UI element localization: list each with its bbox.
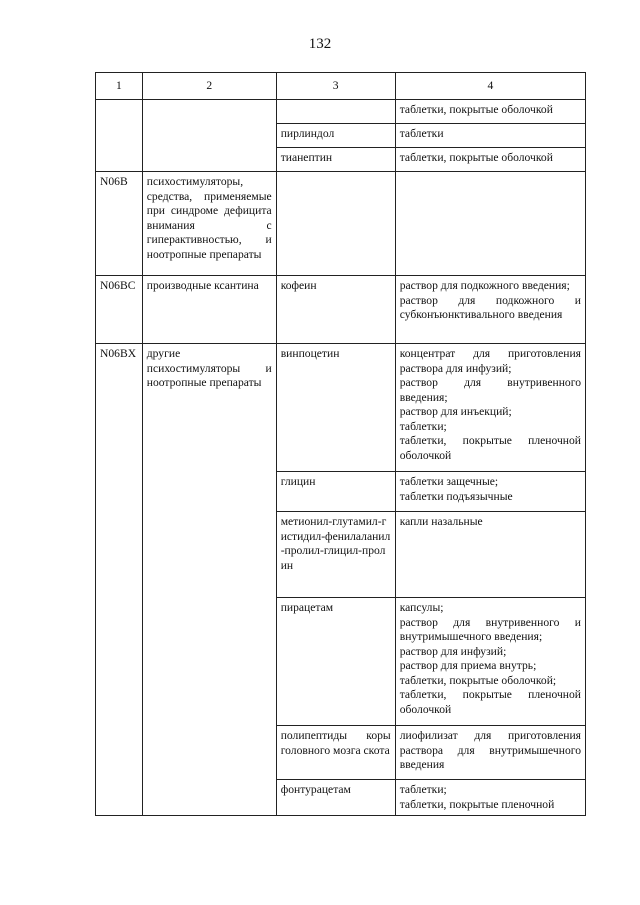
form-line: таблетки, покрытые пленочной — [399, 797, 555, 811]
form-line: таблетки, покрытые пленочной оболочкой — [399, 434, 581, 462]
substance-cell: фонтурацетам — [276, 780, 395, 816]
substance-cell: пирацетам — [276, 598, 395, 726]
substance-cell: метионил-глутамил-гистидил-фенилаланил-пролил-глицил-пролин — [276, 512, 395, 598]
form-line: таблетки — [399, 127, 444, 140]
substance-cell — [276, 100, 395, 124]
code-cell: N06BC — [96, 276, 143, 344]
table-row — [96, 100, 586, 124]
table-row — [96, 172, 586, 276]
substance-cell: винпоцетин — [276, 344, 395, 472]
form-line: раствор для внутривенного введения; — [399, 376, 581, 404]
group-cell — [142, 100, 276, 172]
form-line: таблетки, покрытые оболочкой; — [399, 673, 557, 687]
substance-cell: глицин — [276, 472, 395, 512]
substance-cell: полипептиды коры головного мозга скота — [276, 726, 395, 780]
form-line: раствор для подкожного и субконъюнктивального введения — [399, 293, 581, 321]
form-line: таблетки, покрытые оболочкой — [399, 151, 553, 164]
form-line: раствор для инъекций; — [399, 405, 512, 418]
header-col-4: 4 — [395, 73, 585, 100]
table-row — [96, 344, 586, 472]
substance-cell: пирлиндол — [276, 124, 395, 148]
substance-cell — [276, 172, 395, 276]
forms-cell — [395, 124, 585, 148]
table-header-row — [96, 73, 586, 100]
form-line: таблетки защечные; — [399, 475, 499, 488]
forms-cell — [395, 276, 585, 344]
header-col-1: 1 — [96, 73, 143, 100]
forms-cell — [395, 172, 585, 276]
form-line: капсулы; — [399, 601, 444, 614]
code-cell: N06B — [96, 172, 143, 276]
forms-cell — [395, 148, 585, 172]
form-line: таблетки, покрытые пленочной оболочкой — [399, 688, 581, 716]
drug-table — [95, 72, 586, 816]
table-row — [96, 276, 586, 344]
group-cell: другие психостимуляторы и ноотропные препараты — [142, 344, 276, 816]
substance-cell: кофеин — [276, 276, 395, 344]
header-col-2: 2 — [142, 73, 276, 100]
form-line: раствор для подкожного введения; — [399, 279, 570, 292]
forms-cell — [395, 100, 585, 124]
forms-cell — [395, 344, 585, 472]
form-line: таблетки подъязычные — [399, 489, 513, 503]
code-cell — [96, 100, 143, 172]
form-line: раствор для внутривенного и внутримышечного введения; — [399, 615, 581, 643]
substance-cell: тианептин — [276, 148, 395, 172]
header-col-3: 3 — [276, 73, 395, 100]
forms-cell — [395, 472, 585, 512]
forms-cell — [395, 726, 585, 780]
group-cell: психостимуляторы, средства, применяемые при синдроме дефицита внимания с гиперактивностью, и ноотропные препараты — [142, 172, 276, 276]
form-line: капли назальные — [399, 515, 483, 528]
group-cell: производные ксантина — [142, 276, 276, 344]
form-line: таблетки; — [399, 783, 447, 796]
form-line: раствор для приема внутрь; — [399, 659, 537, 672]
form-line: таблетки; — [399, 419, 447, 433]
form-line: лиофилизат для приготовления раствора для внутримышечного введения — [399, 729, 581, 771]
forms-cell — [395, 512, 585, 598]
form-line: таблетки, покрытые оболочкой — [399, 103, 553, 116]
forms-cell — [395, 598, 585, 726]
form-line: раствор для инфузий; — [399, 644, 507, 658]
form-line: концентрат для приготовления раствора для инфузий; — [399, 347, 581, 375]
code-cell: N06BX — [96, 344, 143, 816]
page-number: 132 — [308, 36, 332, 52]
forms-cell — [395, 780, 585, 816]
